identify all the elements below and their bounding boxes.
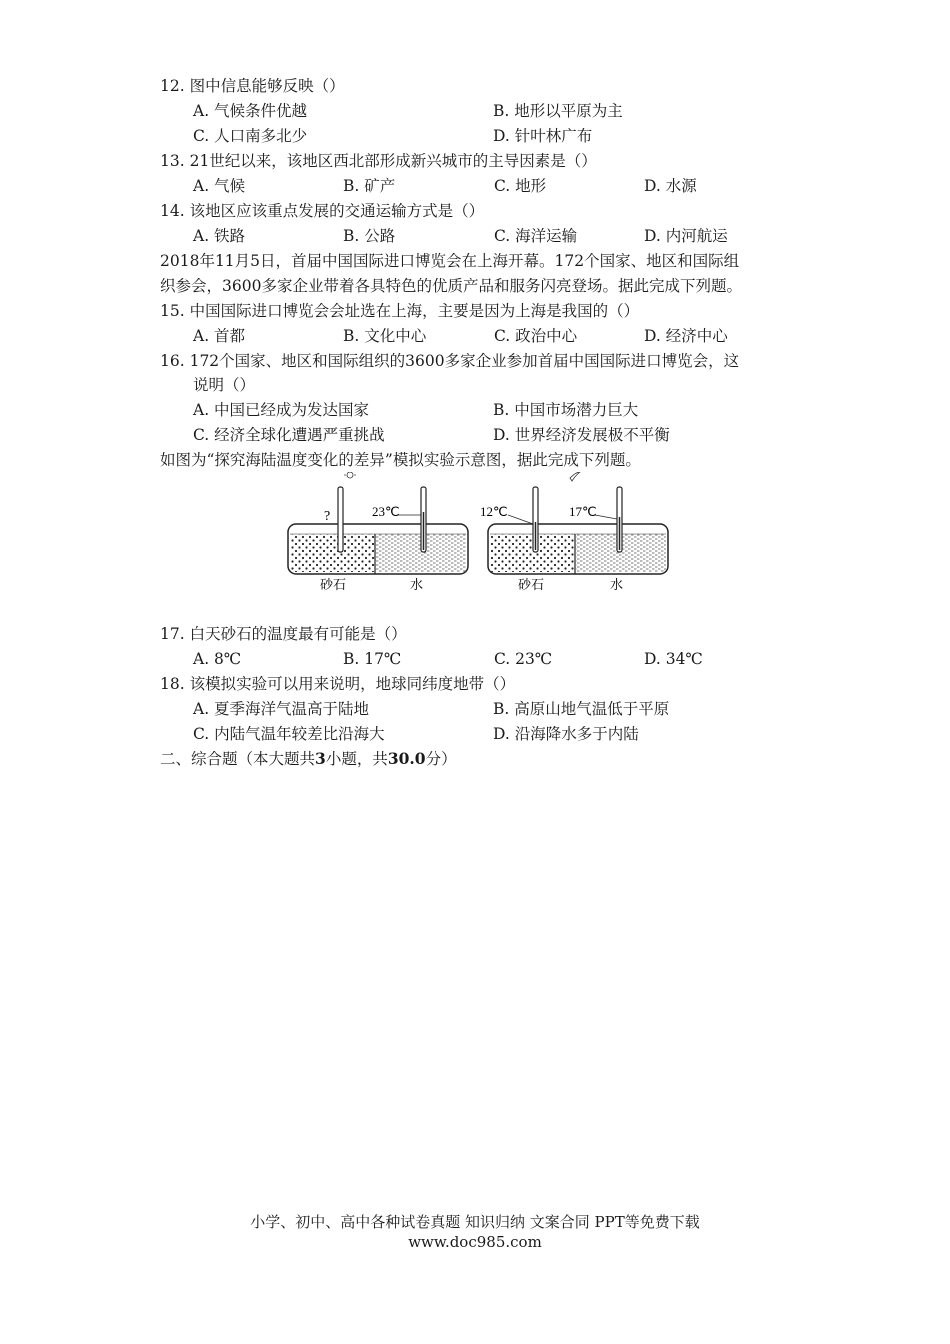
- question-16-stem: 16. 172个国家、地区和国际组织的3600多家企业参加首届中国国际进口博览会，这: [160, 352, 740, 370]
- left-tank: [288, 487, 468, 574]
- footer-url[interactable]: www.doc985.com: [408, 1233, 542, 1251]
- question-17-stem: 17. 白天砂石的温度最有可能是（）: [160, 625, 407, 643]
- right-tank: [488, 487, 668, 574]
- q16-option-d: D. 世界经济发展极不平衡: [493, 426, 670, 444]
- q17-option-d: D. 34℃: [644, 650, 703, 668]
- section-2-title-a: 二、综合题（本大题共: [160, 750, 316, 768]
- right-sand-label: 砂石: [518, 578, 545, 592]
- q13-option-d: D. 水源: [644, 177, 697, 195]
- q16-option-c: C. 经济全球化遭遇严重挑战: [193, 426, 385, 444]
- question-12-stem: 12. 图中信息能够反映（）: [160, 77, 345, 95]
- section-2-title-c: 分）: [425, 750, 457, 768]
- left-sand-label: 砂石: [320, 578, 347, 592]
- footer-tagline: 小学、初中、高中各种试卷真题 知识归纳 文案合同 PPT等免费下载: [250, 1213, 700, 1231]
- question-15-stem: 15. 中国国际进口博览会会址选在上海，主要是因为上海是我国的（）: [160, 302, 640, 320]
- section-2-score: 30.0: [387, 749, 426, 768]
- q12-option-d: D. 针叶林广布: [493, 127, 593, 145]
- q14-option-b: B. 公路: [343, 227, 396, 245]
- passage-line-1: 2018年11月5日，首届中国国际进口博览会在上海开幕。172个国家、地区和国际组: [160, 252, 740, 270]
- q15-option-b: B. 文化中心: [343, 327, 427, 345]
- q18-option-d: D. 沿海降水多于内陆: [493, 725, 639, 743]
- right-sand-temp: 12℃: [480, 504, 508, 519]
- q14-option-a: A. 铁路: [193, 227, 246, 245]
- q13-option-b: B. 矿产: [343, 177, 396, 195]
- left-water-temp: 23℃: [372, 504, 400, 519]
- question-14-stem: 14. 该地区应该重点发展的交通运输方式是（）: [160, 202, 485, 220]
- section-2-count: 3: [315, 749, 326, 768]
- section-2-heading: [160, 749, 457, 769]
- left-sand-temp: ?: [324, 509, 331, 524]
- question-13-stem: 13. 21世纪以来，该地区西北部形成新兴城市的主导因素是（）: [160, 152, 597, 170]
- question-18-stem: 18. 该模拟实验可以用来说明，地球同纬度地带（）: [160, 675, 516, 693]
- section-2-title-b: 小题，共: [325, 750, 388, 768]
- q12-option-b: B. 地形以平原为主: [493, 102, 623, 120]
- right-water-temp: 17℃: [569, 504, 597, 519]
- passage-line-2: 织参会，3600多家企业带着各具特色的优质产品和服务闪亮登场。据此完成下列题。: [160, 277, 742, 295]
- q13-option-a: A. 气候: [193, 177, 246, 195]
- sun-icon: [344, 472, 356, 478]
- q17-option-c: C. 23℃: [494, 650, 553, 668]
- q15-option-a: A. 首都: [193, 327, 246, 345]
- q14-option-c: C. 海洋运输: [494, 227, 578, 245]
- figure-intro: 如图为“探究海陆温度变化的差异”模拟实验示意图，据此完成下列题。: [160, 451, 641, 469]
- q16-option-b: B. 中国市场潜力巨大: [493, 401, 639, 419]
- q14-option-d: D. 内河航运: [644, 227, 728, 245]
- q16-option-a: A. 中国已经成为发达国家: [193, 401, 370, 419]
- q17-option-b: B. 17℃: [343, 650, 402, 668]
- q12-option-c: C. 人口南多北少: [193, 127, 308, 145]
- right-water-label: 水: [610, 578, 624, 592]
- q15-option-d: D. 经济中心: [644, 327, 728, 345]
- q12-option-a: A. 气候条件优越: [193, 102, 308, 120]
- q17-option-a: A. 8℃: [193, 650, 242, 668]
- moon-icon: [570, 472, 580, 481]
- q15-option-c: C. 政治中心: [494, 327, 578, 345]
- question-16-stem-continued: 说明（）: [193, 376, 256, 394]
- q18-option-c: C. 内陆气温年较差比沿海大: [193, 725, 385, 743]
- experiment-figure: [280, 472, 680, 592]
- left-water-label: 水: [410, 578, 424, 592]
- q18-option-a: A. 夏季海洋气温高于陆地: [193, 700, 370, 718]
- q18-option-b: B. 高原山地气温低于平原: [493, 700, 670, 718]
- sand-thermometer: [338, 487, 343, 552]
- q13-option-c: C. 地形: [494, 177, 547, 195]
